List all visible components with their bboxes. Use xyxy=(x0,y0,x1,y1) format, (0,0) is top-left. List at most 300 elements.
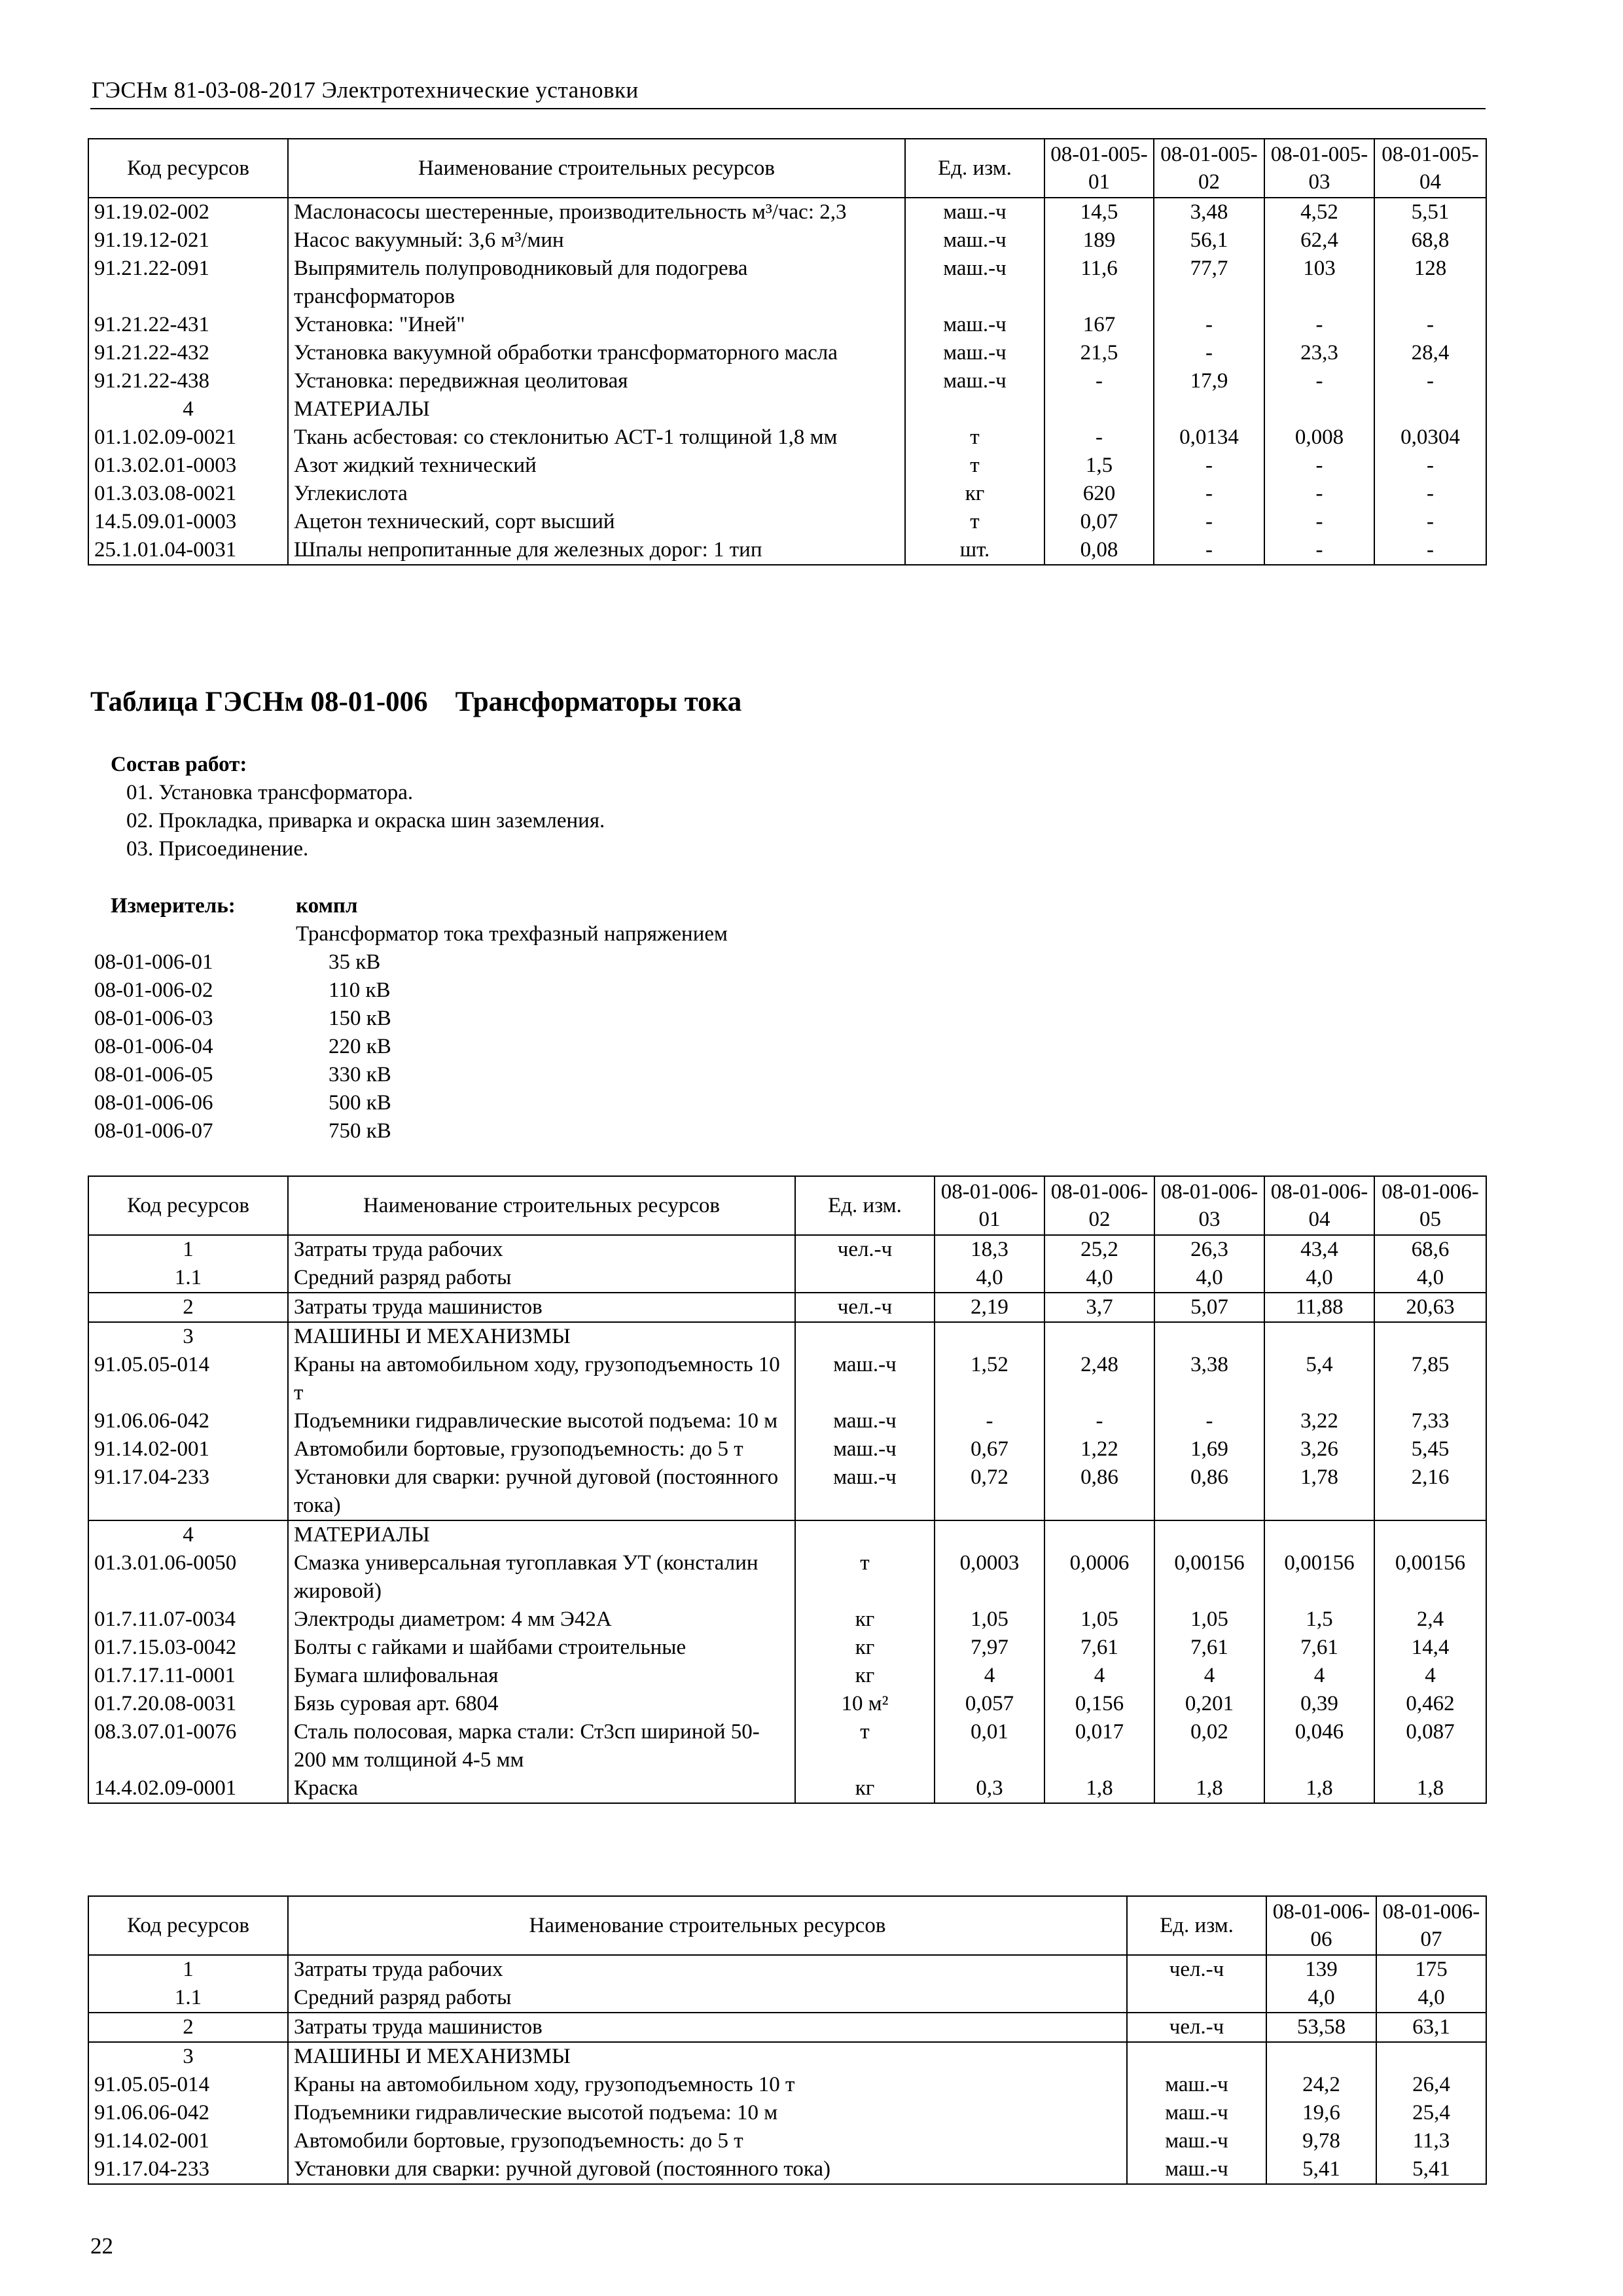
column-header: 08-01-006-03 xyxy=(1154,1176,1264,1235)
unit: чел.-ч xyxy=(795,1235,935,1264)
unit: кг xyxy=(795,1662,935,1690)
value-cell: 4,0 xyxy=(1374,1264,1486,1293)
table-row xyxy=(88,2099,1486,2127)
value-cell: - xyxy=(1044,1407,1154,1435)
value-cell: 5,41 xyxy=(1376,2155,1486,2184)
table-title: Трансформаторы тока xyxy=(455,687,742,717)
unit: маш.-ч xyxy=(795,1463,935,1520)
value-cell: 0,00156 xyxy=(1374,1549,1486,1605)
empty-cell xyxy=(1154,1520,1264,1549)
resource-code: 91.17.04-233 xyxy=(88,2155,288,2184)
value-cell: 26,3 xyxy=(1154,1235,1264,1264)
column-header: Ед. изм. xyxy=(905,139,1044,198)
resource-name: Установка: передвижная цеолитовая xyxy=(288,367,905,395)
resource-name: Затраты труда рабочих xyxy=(288,1235,795,1264)
variant-row xyxy=(94,1119,391,1143)
value-cell: 1,05 xyxy=(1154,1605,1264,1634)
value-cell: 23,3 xyxy=(1264,339,1374,367)
value-cell: 7,61 xyxy=(1264,1634,1374,1662)
work-label: Состав работ: xyxy=(111,753,247,776)
value-cell: 18,3 xyxy=(935,1235,1044,1264)
variant-code: 08-01-006-04 xyxy=(94,1035,213,1058)
resources-table-006-a xyxy=(88,1175,1487,1804)
unit: маш.-ч xyxy=(795,1407,935,1435)
resource-code: 01.7.20.08-0031 xyxy=(88,1690,288,1718)
resource-code: 91.21.22-431 xyxy=(88,311,288,339)
column-header: Ед. изм. xyxy=(1127,1896,1266,1955)
variant-voltage: 500 кВ xyxy=(329,1091,391,1115)
value-cell: 0,087 xyxy=(1374,1718,1486,1774)
empty-cell xyxy=(1264,395,1374,423)
empty-cell xyxy=(1264,1322,1374,1351)
empty-cell xyxy=(1264,1520,1374,1549)
value-cell: 0,0003 xyxy=(935,1549,1044,1605)
value-cell: 0,201 xyxy=(1154,1690,1264,1718)
value-cell: 56,1 xyxy=(1154,226,1264,255)
value-cell: 0,01 xyxy=(935,1718,1044,1774)
resource-code: 91.05.05-014 xyxy=(88,1351,288,1407)
resource-code: 91.21.22-438 xyxy=(88,367,288,395)
resource-name: Азот жидкий технический xyxy=(288,452,905,480)
table-row xyxy=(88,1293,1486,1322)
resource-name: Ткань асбестовая: со стеклонитью АСТ-1 толщиной 1,8 мм xyxy=(288,423,905,452)
resource-code: 1 xyxy=(88,1955,288,1984)
column-header: Ед. изм. xyxy=(795,1176,935,1235)
empty-cell xyxy=(1044,395,1154,423)
resource-code: 01.3.03.08-0021 xyxy=(88,480,288,508)
resource-name: Автомобили бортовые, грузоподъемность: до 5 т xyxy=(288,2127,1127,2155)
unit: чел.-ч xyxy=(795,1293,935,1322)
resource-name: Установки для сварки: ручной дуговой (постоянного тока) xyxy=(288,2155,1127,2184)
resource-code: 1.1 xyxy=(88,1264,288,1293)
value-cell: 0,86 xyxy=(1154,1463,1264,1520)
value-cell: 7,61 xyxy=(1154,1634,1264,1662)
resource-name: Затраты труда рабочих xyxy=(288,1955,1127,1984)
value-cell: 20,63 xyxy=(1374,1293,1486,1322)
variant-voltage: 330 кВ xyxy=(329,1063,391,1086)
table-row xyxy=(88,311,1486,339)
value-cell: 0,39 xyxy=(1264,1690,1374,1718)
resource-name: Ацетон технический, сорт высший xyxy=(288,508,905,536)
value-cell: 4 xyxy=(1264,1662,1374,1690)
unit: т xyxy=(795,1549,935,1605)
value-cell: - xyxy=(935,1407,1044,1435)
value-cell: 53,58 xyxy=(1266,2013,1376,2042)
value-cell: 2,4 xyxy=(1374,1605,1486,1634)
value-cell: - xyxy=(1154,311,1264,339)
variant-code: 08-01-006-02 xyxy=(94,978,213,1002)
variant-voltage: 220 кВ xyxy=(329,1035,391,1058)
variant-code: 08-01-006-05 xyxy=(94,1063,213,1086)
empty-cell xyxy=(795,1322,935,1351)
value-cell: - xyxy=(1044,367,1154,395)
column-header: Код ресурсов xyxy=(88,139,288,198)
value-cell: 4,0 xyxy=(1376,1984,1486,2013)
value-cell: - xyxy=(1154,508,1264,536)
value-cell: 43,4 xyxy=(1264,1235,1374,1264)
unit: кг xyxy=(795,1605,935,1634)
resource-name: Затраты труда машинистов xyxy=(288,2013,1127,2042)
table-row xyxy=(88,452,1486,480)
value-cell: 5,45 xyxy=(1374,1435,1486,1463)
resource-code: 91.14.02-001 xyxy=(88,1435,288,1463)
variant-row xyxy=(94,950,381,975)
table-row xyxy=(88,198,1486,226)
value-cell: 77,7 xyxy=(1154,255,1264,311)
resource-name: Углекислота xyxy=(288,480,905,508)
resource-code: 91.21.22-091 xyxy=(88,255,288,311)
value-cell: 1,69 xyxy=(1154,1435,1264,1463)
unit: чел.-ч xyxy=(1127,2013,1266,2042)
section-row xyxy=(88,395,1486,423)
unit: маш.-ч xyxy=(905,255,1044,311)
unit: т xyxy=(795,1718,935,1774)
unit: чел.-ч xyxy=(1127,1955,1266,1984)
resource-name: Автомобили бортовые, грузоподъемность: до 5 т xyxy=(288,1435,795,1463)
column-header: Наименование строительных ресурсов xyxy=(288,1896,1127,1955)
value-cell: 1,8 xyxy=(1044,1774,1154,1803)
work-item: 02. Прокладка, приварка и окраска шин заземления. xyxy=(126,809,605,833)
column-header: Код ресурсов xyxy=(88,1176,288,1235)
table-row xyxy=(88,1605,1486,1634)
value-cell: 0,057 xyxy=(935,1690,1044,1718)
value-cell: 4,52 xyxy=(1264,198,1374,226)
table-row xyxy=(88,1463,1486,1520)
resource-code: 01.7.17.11-0001 xyxy=(88,1662,288,1690)
section-name: МАШИНЫ И МЕХАНИЗМЫ xyxy=(288,1322,795,1351)
value-cell: - xyxy=(1264,480,1374,508)
value-cell: 5,41 xyxy=(1266,2155,1376,2184)
value-cell: 0,00156 xyxy=(1154,1549,1264,1605)
unit: маш.-ч xyxy=(1127,2155,1266,2184)
section-row xyxy=(88,1520,1486,1549)
table-row xyxy=(88,508,1486,536)
resource-name: Краны на автомобильном ходу, грузоподъемность 10 т xyxy=(288,1351,795,1407)
table-header-row xyxy=(88,1176,1486,1235)
unit: кг xyxy=(795,1634,935,1662)
value-cell: 0,0006 xyxy=(1044,1549,1154,1605)
value-cell: 0,017 xyxy=(1044,1718,1154,1774)
empty-cell xyxy=(935,1322,1044,1351)
resource-code: 91.06.06-042 xyxy=(88,2099,288,2127)
header-rule xyxy=(90,108,1486,109)
table-row xyxy=(88,2127,1486,2155)
value-cell: 5,07 xyxy=(1154,1293,1264,1322)
resource-name: Смазка универсальная тугоплавкая УТ (консталин жировой) xyxy=(288,1549,795,1605)
resource-code: 91.19.02-002 xyxy=(88,198,288,226)
variant-voltage: 150 кВ xyxy=(329,1007,391,1030)
value-cell: 14,5 xyxy=(1044,198,1154,226)
resource-code: 91.17.04-233 xyxy=(88,1463,288,1520)
resource-code: 14.5.09.01-0003 xyxy=(88,508,288,536)
value-cell: 4,0 xyxy=(1044,1264,1154,1293)
section-row xyxy=(88,2042,1486,2071)
column-header: 08-01-005-02 xyxy=(1154,139,1264,198)
resource-code: 2 xyxy=(88,2013,288,2042)
resource-code: 2 xyxy=(88,1293,288,1322)
table-row xyxy=(88,1407,1486,1435)
resource-name: Установка вакуумной обработки трансформаторного масла xyxy=(288,339,905,367)
value-cell: 2,19 xyxy=(935,1293,1044,1322)
table-row xyxy=(88,226,1486,255)
empty-cell xyxy=(905,395,1044,423)
table-row xyxy=(88,2071,1486,2099)
resource-name: Средний разряд работы xyxy=(288,1264,795,1293)
value-cell: 17,9 xyxy=(1154,367,1264,395)
variant-voltage: 110 кВ xyxy=(329,978,391,1002)
value-cell: 1,8 xyxy=(1264,1774,1374,1803)
value-cell: 0,046 xyxy=(1264,1718,1374,1774)
value-cell: - xyxy=(1374,536,1486,565)
empty-cell xyxy=(1374,395,1486,423)
value-cell: 14,4 xyxy=(1374,1634,1486,1662)
resource-code: 01.7.11.07-0034 xyxy=(88,1605,288,1634)
resource-name: Сталь полосовая, марка стали: Ст3сп шириной 50-200 мм толщиной 4-5 мм xyxy=(288,1718,795,1774)
resource-name: Электроды диаметром: 4 мм Э42А xyxy=(288,1605,795,1634)
value-cell: 0,462 xyxy=(1374,1690,1486,1718)
unit: маш.-ч xyxy=(795,1351,935,1407)
column-header: 08-01-005-03 xyxy=(1264,139,1374,198)
value-cell: 139 xyxy=(1266,1955,1376,1984)
value-cell: - xyxy=(1264,452,1374,480)
variant-voltage: 35 кВ xyxy=(329,950,381,974)
column-header: 08-01-006-04 xyxy=(1264,1176,1374,1235)
table-row xyxy=(88,2013,1486,2042)
empty-cell xyxy=(935,1520,1044,1549)
resources-table-005 xyxy=(88,138,1487,565)
section-title xyxy=(90,686,741,718)
value-cell: 0,0304 xyxy=(1374,423,1486,452)
value-cell: 0,0134 xyxy=(1154,423,1264,452)
value-cell: 0,02 xyxy=(1154,1718,1264,1774)
empty-cell xyxy=(1154,1322,1264,1351)
value-cell: 63,1 xyxy=(1376,2013,1486,2042)
value-cell: 68,6 xyxy=(1374,1235,1486,1264)
resource-code: 1.1 xyxy=(88,1984,288,2013)
value-cell: 1,05 xyxy=(935,1605,1044,1634)
value-cell: - xyxy=(1264,536,1374,565)
resource-name: Установка: "Иней" xyxy=(288,311,905,339)
table-row xyxy=(88,1690,1486,1718)
section-name: МАТЕРИАЛЫ xyxy=(288,395,905,423)
column-header: 08-01-006-07 xyxy=(1376,1896,1486,1955)
value-cell: 1,5 xyxy=(1044,452,1154,480)
variant-row xyxy=(94,978,391,1003)
value-cell: 0,3 xyxy=(935,1774,1044,1803)
resource-code: 4 xyxy=(88,1520,288,1549)
value-cell: 11,88 xyxy=(1264,1293,1374,1322)
table-row xyxy=(88,1634,1486,1662)
value-cell: 7,97 xyxy=(935,1634,1044,1662)
value-cell: 7,33 xyxy=(1374,1407,1486,1435)
value-cell: 11,3 xyxy=(1376,2127,1486,2155)
resource-code: 1 xyxy=(88,1235,288,1264)
table-row xyxy=(88,255,1486,311)
value-cell: - xyxy=(1374,480,1486,508)
value-cell: 3,38 xyxy=(1154,1351,1264,1407)
value-cell: 1,05 xyxy=(1044,1605,1154,1634)
value-cell: 128 xyxy=(1374,255,1486,311)
value-cell: 3,26 xyxy=(1264,1435,1374,1463)
column-header: 08-01-006-01 xyxy=(935,1176,1044,1235)
unit xyxy=(795,1264,935,1293)
table-header-row xyxy=(88,1896,1486,1955)
unit: маш.-ч xyxy=(1127,2099,1266,2127)
resource-code: 01.3.02.01-0003 xyxy=(88,452,288,480)
empty-cell xyxy=(795,1520,935,1549)
variant-row xyxy=(94,1007,391,1031)
resource-name: Подъемники гидравлические высотой подъема: 10 м xyxy=(288,2099,1127,2127)
resource-name: Маслонасосы шестеренные, производительность м³/час: 2,3 xyxy=(288,198,905,226)
value-cell: - xyxy=(1154,480,1264,508)
variant-code: 08-01-006-01 xyxy=(94,950,213,974)
resource-code: 01.1.02.09-0021 xyxy=(88,423,288,452)
resource-name: Шпалы непропитанные для железных дорог: 1 тип xyxy=(288,536,905,565)
column-header: Код ресурсов xyxy=(88,1896,288,1955)
table-row xyxy=(88,480,1486,508)
unit: шт. xyxy=(905,536,1044,565)
value-cell: 62,4 xyxy=(1264,226,1374,255)
section-name: МАТЕРИАЛЫ xyxy=(288,1520,795,1549)
empty-cell xyxy=(1127,2042,1266,2071)
resources-table-006-b xyxy=(88,1895,1487,2185)
table-row xyxy=(88,1662,1486,1690)
unit: кг xyxy=(795,1774,935,1803)
value-cell: 2,48 xyxy=(1044,1351,1154,1407)
value-cell: 4 xyxy=(935,1662,1044,1690)
value-cell: - xyxy=(1264,311,1374,339)
resource-code: 08.3.07.01-0076 xyxy=(88,1718,288,1774)
value-cell: 7,85 xyxy=(1374,1351,1486,1407)
resource-code: 01.3.01.06-0050 xyxy=(88,1549,288,1605)
value-cell: 28,4 xyxy=(1374,339,1486,367)
value-cell: 1,52 xyxy=(935,1351,1044,1407)
unit: маш.-ч xyxy=(905,226,1044,255)
table-row xyxy=(88,339,1486,367)
value-cell: 68,8 xyxy=(1374,226,1486,255)
value-cell: 3,7 xyxy=(1044,1293,1154,1322)
resource-name: Краска xyxy=(288,1774,795,1803)
table-row xyxy=(88,1351,1486,1407)
column-header: 08-01-005-04 xyxy=(1374,139,1486,198)
unit: маш.-ч xyxy=(905,367,1044,395)
variant-code: 08-01-006-03 xyxy=(94,1007,213,1030)
column-header: Наименование строительных ресурсов xyxy=(288,139,905,198)
empty-cell xyxy=(1266,2042,1376,2071)
resource-name: Бязь суровая арт. 6804 xyxy=(288,1690,795,1718)
value-cell: 5,51 xyxy=(1374,198,1486,226)
table-row xyxy=(88,367,1486,395)
unit xyxy=(1127,1984,1266,2013)
unit: маш.-ч xyxy=(905,339,1044,367)
value-cell: 11,6 xyxy=(1044,255,1154,311)
value-cell: 4,0 xyxy=(1154,1264,1264,1293)
value-cell: 189 xyxy=(1044,226,1154,255)
resource-code: 14.4.02.09-0001 xyxy=(88,1774,288,1803)
unit: маш.-ч xyxy=(905,198,1044,226)
value-cell: 1,8 xyxy=(1374,1774,1486,1803)
resource-name: Болты с гайками и шайбами строительные xyxy=(288,1634,795,1662)
value-cell: - xyxy=(1374,508,1486,536)
value-cell: 0,008 xyxy=(1264,423,1374,452)
unit: т xyxy=(905,423,1044,452)
value-cell: 26,4 xyxy=(1376,2071,1486,2099)
resource-code: 3 xyxy=(88,1322,288,1351)
table-row xyxy=(88,536,1486,565)
variant-row xyxy=(94,1091,391,1115)
resource-code: 91.06.06-042 xyxy=(88,1407,288,1435)
work-item: 03. Присоединение. xyxy=(126,837,309,861)
empty-cell xyxy=(1044,1520,1154,1549)
value-cell: 4,0 xyxy=(1266,1984,1376,2013)
running-header: ГЭСНм 81-03-08-2017 Электротехнические установки xyxy=(92,77,639,103)
resource-name: Затраты труда машинистов xyxy=(288,1293,795,1322)
value-cell: 1,78 xyxy=(1264,1463,1374,1520)
resource-code: 25.1.01.04-0031 xyxy=(88,536,288,565)
value-cell: 1,5 xyxy=(1264,1605,1374,1634)
table-label: Таблица ГЭСНм 08-01-006 xyxy=(90,687,428,717)
value-cell: 2,16 xyxy=(1374,1463,1486,1520)
unit: 10 м² xyxy=(795,1690,935,1718)
value-cell: 3,22 xyxy=(1264,1407,1374,1435)
resource-code: 91.21.22-432 xyxy=(88,339,288,367)
resource-name: Установки для сварки: ручной дуговой (постоянного тока) xyxy=(288,1463,795,1520)
value-cell: - xyxy=(1154,1407,1264,1435)
table-row xyxy=(88,1774,1486,1803)
table-row xyxy=(88,1718,1486,1774)
value-cell: - xyxy=(1154,536,1264,565)
unit: маш.-ч xyxy=(795,1435,935,1463)
resource-name: Бумага шлифовальная xyxy=(288,1662,795,1690)
resource-code: 01.7.15.03-0042 xyxy=(88,1634,288,1662)
value-cell: 4 xyxy=(1374,1662,1486,1690)
value-cell: - xyxy=(1154,452,1264,480)
value-cell: 103 xyxy=(1264,255,1374,311)
resource-code: 91.14.02-001 xyxy=(88,2127,288,2155)
value-cell: 21,5 xyxy=(1044,339,1154,367)
page-number: 22 xyxy=(90,2233,113,2259)
value-cell: 3,48 xyxy=(1154,198,1264,226)
table-row xyxy=(88,1435,1486,1463)
value-cell: - xyxy=(1264,367,1374,395)
variant-code: 08-01-006-07 xyxy=(94,1119,213,1143)
value-cell: 0,00156 xyxy=(1264,1549,1374,1605)
variant-code: 08-01-006-06 xyxy=(94,1091,213,1115)
value-cell: 25,4 xyxy=(1376,2099,1486,2127)
value-cell: 19,6 xyxy=(1266,2099,1376,2127)
value-cell: 24,2 xyxy=(1266,2071,1376,2099)
unit: маш.-ч xyxy=(1127,2127,1266,2155)
value-cell: 4 xyxy=(1154,1662,1264,1690)
table-header-row xyxy=(88,139,1486,198)
unit: т xyxy=(905,452,1044,480)
table-row xyxy=(88,1955,1486,1984)
column-header: 08-01-006-06 xyxy=(1266,1896,1376,1955)
resource-name: Насос вакуумный: 3,6 м³/мин xyxy=(288,226,905,255)
value-cell: 5,4 xyxy=(1264,1351,1374,1407)
table-row xyxy=(88,2155,1486,2184)
value-cell: - xyxy=(1374,452,1486,480)
meter-description: Трансформатор тока трехфазный напряжением xyxy=(296,922,728,946)
column-header: 08-01-006-02 xyxy=(1044,1176,1154,1235)
variant-row xyxy=(94,1063,391,1087)
resource-name: Выпрямитель полупроводниковый для подогрева трансформаторов xyxy=(288,255,905,311)
resource-name: Краны на автомобильном ходу, грузоподъемность 10 т xyxy=(288,2071,1127,2099)
resource-name: Подъемники гидравлические высотой подъема: 10 м xyxy=(288,1407,795,1435)
table-row xyxy=(88,1264,1486,1293)
value-cell: - xyxy=(1374,311,1486,339)
variant-row xyxy=(94,1035,391,1059)
